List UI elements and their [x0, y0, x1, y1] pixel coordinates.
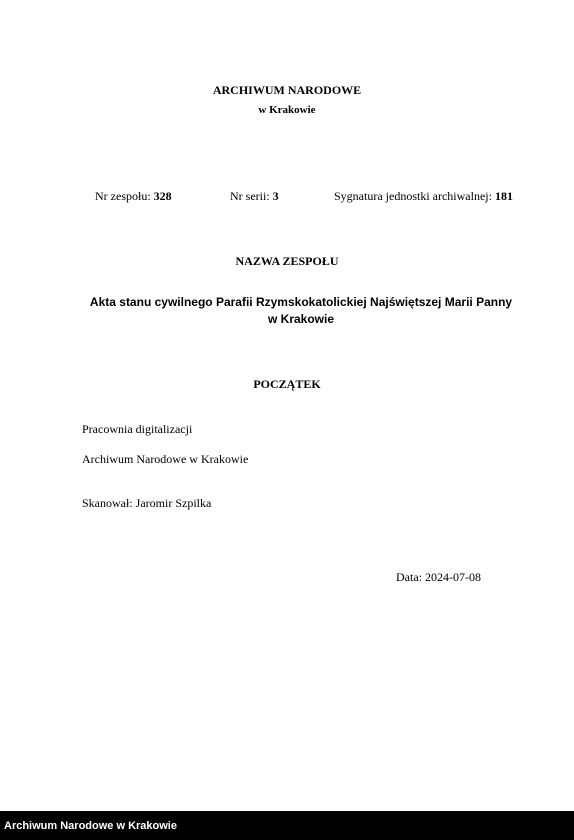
archival-signature-label: Sygnatura jednostki archiwalnej:: [334, 189, 495, 203]
section-heading: POCZĄTEK: [253, 377, 321, 391]
fonds-number: [95, 189, 172, 204]
footer-bar: [0, 811, 574, 840]
series-number-label: Nr serii:: [230, 189, 273, 203]
archival-signature-value: 181: [494, 189, 513, 203]
digitization-lab: Pracownia digitalizacji: [82, 422, 193, 436]
archival-signature: [334, 189, 513, 204]
fonds-title-line2: w Krakowie: [267, 312, 335, 326]
scanned-by: Skanował: Jaromir Szpilka: [82, 496, 212, 510]
archive-city: w Krakowie: [258, 104, 316, 116]
series-number: [230, 189, 279, 204]
scan-date: Data: 2024-07-08: [396, 570, 481, 584]
digitization-institution: Archiwum Narodowe w Krakowie: [82, 452, 249, 466]
fonds-number-label: Nr zespołu:: [95, 189, 154, 203]
fonds-number-value: 328: [153, 189, 172, 203]
fonds-heading: NAZWA ZESPOŁU: [235, 254, 339, 268]
footer-label: Archiwum Narodowe w Krakowie: [4, 820, 177, 832]
series-number-value: 3: [272, 189, 279, 203]
archive-name: ARCHIWUM NARODOWE: [212, 83, 362, 97]
fonds-title-line1: Akta stanu cywilnego Parafii Rzymskokatolickiej Najświętszej Marii Panny: [89, 295, 513, 309]
